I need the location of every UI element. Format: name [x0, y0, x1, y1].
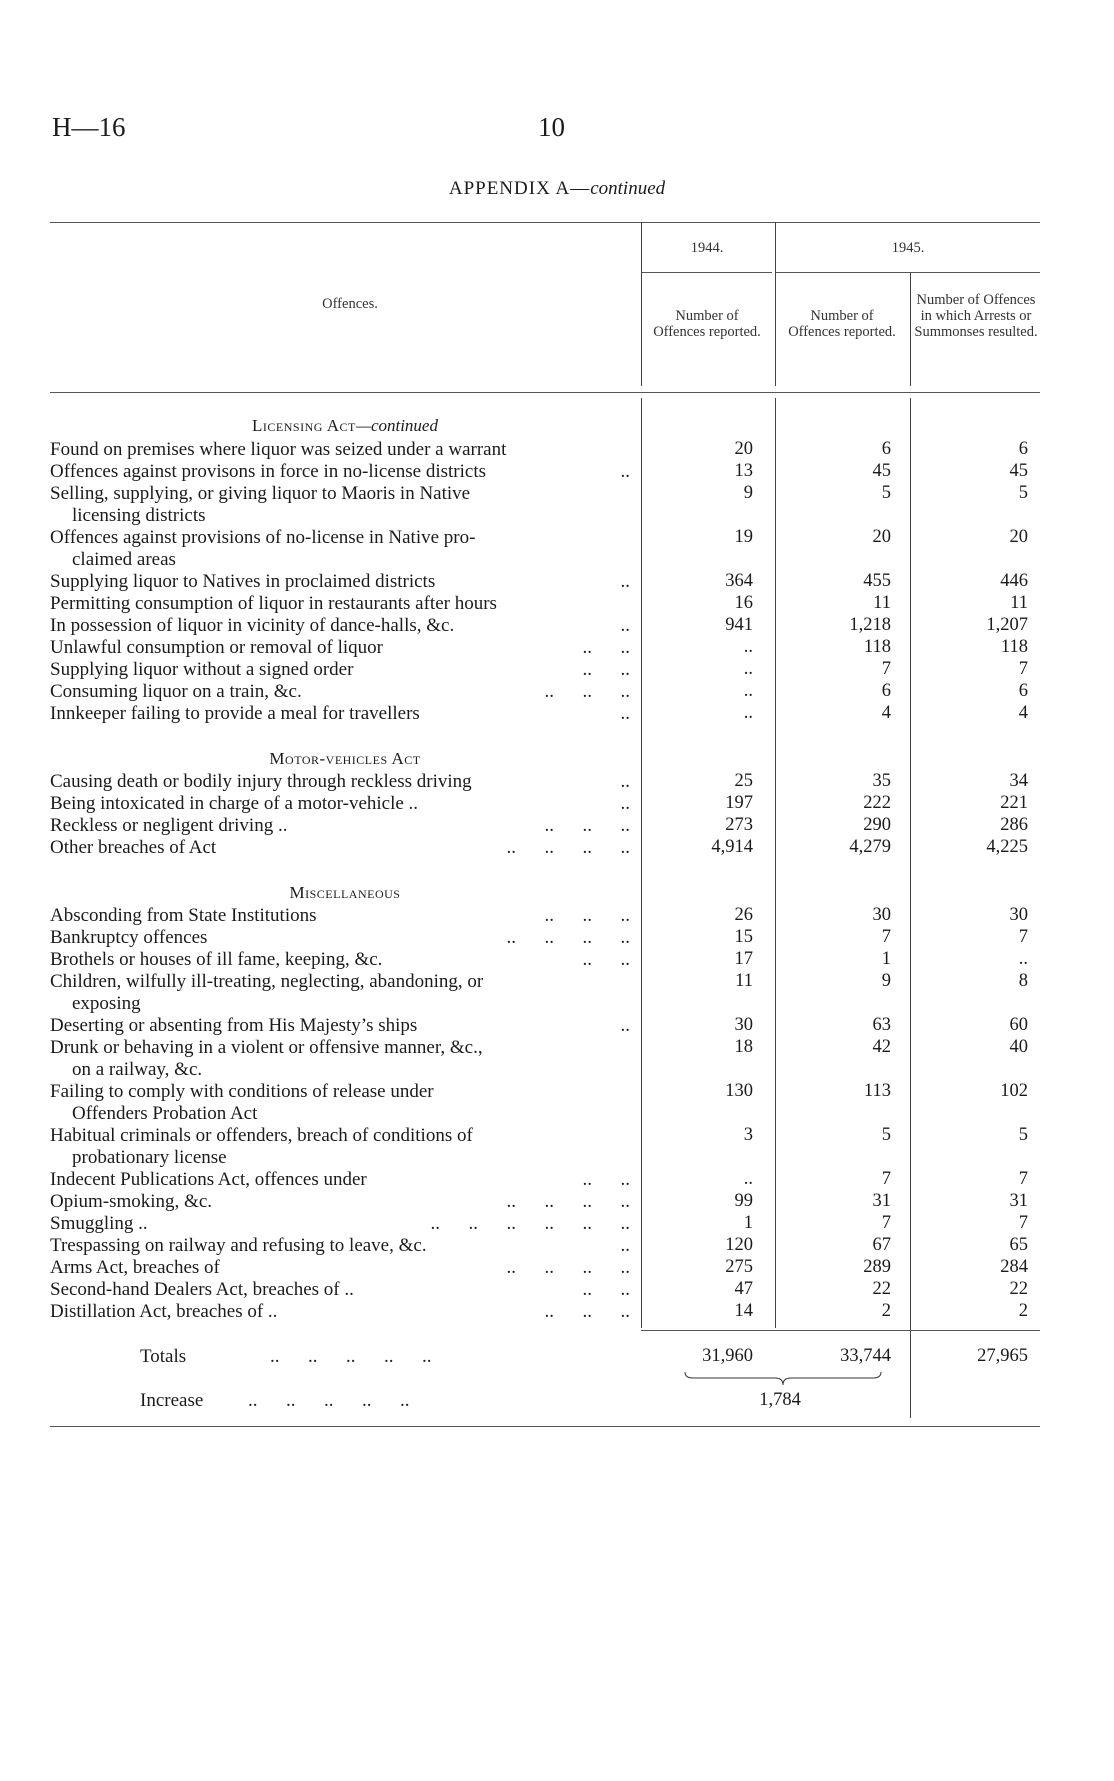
row-text-continued: Offenders Probation Act [72, 1103, 258, 1124]
row-text: Being intoxicated in charge of a motor-vehicle .. [50, 793, 419, 814]
totals-leader-dots: .. .. .. .. .. [270, 1346, 432, 1367]
row-text: Habitual criminals or offenders, breach of conditions of [50, 1125, 473, 1146]
row-1944-reported: 16 [734, 593, 753, 613]
table-row-label [50, 1235, 630, 1257]
row-1944-reported: 130 [725, 1081, 753, 1101]
leader-dots: .. .. [582, 949, 630, 970]
row-1945-arrests: 11 [1010, 593, 1028, 613]
leader-dots: .. [620, 571, 630, 592]
table-row-label [50, 949, 630, 971]
row-1945-arrests: 6 [1018, 681, 1028, 701]
row-text: Distillation Act, breaches of .. [50, 1301, 278, 1322]
table-row-label [50, 905, 630, 927]
table-top-rule [50, 222, 1040, 223]
table-row-label [50, 1125, 630, 1169]
leader-dots: .. .. [582, 1279, 630, 1300]
row-text: Absconding from State Institutions [50, 905, 317, 926]
row-1945-arrests: 4 [1018, 703, 1028, 723]
row-1945-reported: 5 [881, 1125, 891, 1145]
table-row-label [50, 1169, 630, 1191]
row-1945-arrests: 7 [1018, 1169, 1028, 1189]
row-1945-reported: 7 [881, 1169, 891, 1189]
row-1945-reported: 42 [872, 1037, 891, 1057]
leader-dots: .. .. [582, 1169, 630, 1190]
row-text: Causing death or bodily injury through reckless driving [50, 771, 472, 792]
offences-column-header: Offences. [322, 296, 378, 312]
table-row-label [50, 571, 630, 593]
row-1945-arrests: 2 [1018, 1301, 1028, 1321]
table-row-label [50, 681, 630, 703]
table-row-label [50, 703, 630, 725]
leader-dots: .. .. .. .. [506, 1257, 630, 1278]
row-1944-reported: 17 [734, 949, 753, 969]
table-row-label [50, 483, 630, 527]
total-1945-arrests: 27,965 [977, 1346, 1028, 1366]
year-divider-1945 [776, 272, 1040, 273]
leader-dots: .. .. [582, 659, 630, 680]
document-code: H—16 [52, 112, 126, 142]
leader-dots: .. [620, 1235, 630, 1256]
row-1945-arrests: 446 [1000, 571, 1028, 591]
row-text: Reckless or negligent driving .. [50, 815, 288, 836]
leader-dots: .. .. .. [544, 681, 630, 702]
table-bottom-rule [50, 1426, 1040, 1427]
leader-dots: .. [620, 1015, 630, 1036]
row-1944-reported: 11 [735, 971, 753, 991]
row-1945-arrests: 60 [1009, 1015, 1028, 1035]
row-text: Innkeeper failing to provide a meal for travellers [50, 703, 420, 724]
table-row-label [50, 815, 630, 837]
table-row-label [50, 439, 630, 461]
row-1944-reported: 9 [743, 483, 753, 503]
table-row-label [50, 1213, 630, 1235]
row-1944-reported: 275 [725, 1257, 753, 1277]
row-1945-reported: 20 [872, 527, 891, 547]
row-1945-reported: 290 [863, 815, 891, 835]
row-text-continued: licensing districts [72, 505, 206, 526]
row-1944-reported: 3 [743, 1125, 753, 1145]
row-1944-reported: 26 [734, 905, 753, 925]
increase-value: 1,784 [759, 1390, 801, 1410]
increase-label: Increase [140, 1390, 204, 1411]
leader-dots: .. .. [582, 637, 630, 658]
row-1945-arrests: 31 [1009, 1191, 1028, 1211]
leader-dots: .. .. .. .. .. .. [430, 1213, 630, 1234]
header-vline-3 [910, 272, 911, 386]
row-1945-arrests: 286 [1000, 815, 1028, 835]
row-1945-arrests: 7 [1018, 1213, 1028, 1233]
row-1945-arrests: 20 [1009, 527, 1028, 547]
row-1944-reported: 1 [743, 1213, 753, 1233]
row-1944-reported: 18 [734, 1037, 753, 1057]
row-1945-reported: 35 [872, 771, 891, 791]
row-1944-reported: .. [743, 681, 753, 701]
row-1945-reported: 7 [881, 659, 891, 679]
row-text: Indecent Publications Act, offences under [50, 1169, 367, 1190]
leader-dots: .. .. .. .. [506, 1191, 630, 1212]
leader-dots: .. [620, 793, 630, 814]
table-row-label [50, 593, 630, 615]
row-text: Arms Act, breaches of [50, 1257, 220, 1278]
leader-dots: .. [620, 615, 630, 636]
appendix-title [0, 178, 1114, 200]
section-title-licensing-text: Licensing Act [252, 416, 356, 435]
row-1945-reported: 1 [881, 949, 891, 969]
year-divider-1944 [642, 272, 772, 273]
row-text: Brothels or houses of ill fame, keeping, &c. [50, 949, 383, 970]
row-1945-reported: 5 [881, 483, 891, 503]
row-text: Found on premises where liquor was seized under a warrant [50, 439, 507, 460]
table-row-label [50, 615, 630, 637]
row-1945-reported: 4 [881, 703, 891, 723]
row-1944-reported: 197 [725, 793, 753, 813]
row-1945-reported: 289 [863, 1257, 891, 1277]
row-1945-arrests: 6 [1018, 439, 1028, 459]
table-row-label [50, 637, 630, 659]
leader-dots: .. [620, 703, 630, 724]
row-1945-arrests: 45 [1009, 461, 1028, 481]
appendix-title-main: APPENDIX A [448, 178, 571, 199]
row-1945-arrests: 65 [1009, 1235, 1028, 1255]
leader-dots: .. .. .. .. [506, 927, 630, 948]
row-1945-reported: 6 [881, 681, 891, 701]
row-1944-reported: .. [743, 703, 753, 723]
section-title-licensing [50, 416, 640, 436]
row-1944-reported: 19 [734, 527, 753, 547]
row-1945-arrests: 4,225 [986, 837, 1028, 857]
row-1945-reported: 11 [873, 593, 891, 613]
section-title-miscellaneous [50, 883, 640, 903]
table-row-label [50, 1037, 630, 1081]
row-1945-reported: 222 [863, 793, 891, 813]
leader-dots: .. .. .. [544, 815, 630, 836]
page-number: 10 [538, 112, 565, 142]
row-1945-reported: 67 [872, 1235, 891, 1255]
row-1944-reported: 273 [725, 815, 753, 835]
leader-dots: .. [620, 461, 630, 482]
row-1944-reported: 13 [734, 461, 753, 481]
appendix-title-continued: continued [590, 178, 666, 199]
row-text: Smuggling .. [50, 1213, 148, 1234]
row-text: Selling, supplying, or giving liquor to Maoris in Native [50, 483, 471, 504]
row-1945-reported: 113 [863, 1081, 891, 1101]
row-text: Children, wilfully ill-treating, neglecting, abandoning, or [50, 971, 484, 992]
row-1944-reported: 99 [734, 1191, 753, 1211]
row-text: Supplying liquor without a signed order [50, 659, 354, 680]
row-1945-reported: 30 [872, 905, 891, 925]
total-1945-reported: 33,744 [840, 1346, 891, 1366]
table-row-label [50, 1015, 630, 1037]
row-1945-reported: 7 [881, 1213, 891, 1233]
row-1945-arrests: 7 [1018, 659, 1028, 679]
increase-brace [683, 1370, 883, 1388]
row-1944-reported: 25 [734, 771, 753, 791]
row-1945-arrests: 5 [1018, 1125, 1028, 1145]
row-1944-reported: .. [743, 637, 753, 657]
row-1945-arrests: 1,207 [986, 615, 1028, 635]
row-1945-arrests: 102 [1000, 1081, 1028, 1101]
section-title-licensing-suffix: —continued [355, 416, 438, 435]
appendix-title-dash: — [570, 178, 591, 199]
row-text: Offences against provisions of no-license in Native pro- [50, 527, 476, 548]
year-1944-header: 1944. [690, 240, 724, 256]
col2-header: Number of Offences reported. [788, 308, 896, 340]
row-1945-reported: 455 [863, 571, 891, 591]
year-1945-header: 1945. [891, 240, 925, 256]
row-text-continued: claimed areas [72, 549, 176, 570]
table-row-label [50, 1301, 630, 1323]
row-1945-reported: 63 [872, 1015, 891, 1035]
leader-dots: .. [620, 771, 630, 792]
row-text: Consuming liquor on a train, &c. [50, 681, 302, 702]
row-text: Bankruptcy offences [50, 927, 208, 948]
section-title-motor-vehicles-text: Motor-vehicles Act [269, 749, 421, 768]
row-text: Drunk or behaving in a violent or offensive manner, &c., [50, 1037, 483, 1058]
row-text: In possession of liquor in vicinity of dance-halls, &c. [50, 615, 455, 636]
row-1945-arrests: 221 [1000, 793, 1028, 813]
row-1944-reported: 47 [734, 1279, 753, 1299]
table-row-label [50, 1257, 630, 1279]
row-1944-reported: 20 [734, 439, 753, 459]
table-row-label [50, 461, 630, 483]
row-1945-reported: 118 [863, 637, 891, 657]
table-row-label [50, 927, 630, 949]
row-text: Other breaches of Act [50, 837, 217, 858]
row-1944-reported: 364 [725, 571, 753, 591]
row-1945-arrests: 8 [1018, 971, 1028, 991]
table-row-label [50, 1081, 630, 1125]
row-1945-reported: 9 [881, 971, 891, 991]
leader-dots: .. .. .. .. [506, 837, 630, 858]
increase-leader-dots: .. .. .. .. .. [248, 1390, 410, 1411]
row-text: Opium-smoking, &c. [50, 1191, 213, 1212]
row-1945-reported: 1,218 [849, 615, 891, 635]
totals-label: Totals [140, 1346, 187, 1367]
col3-header: Number of Offences in which Arrests or Summonses resulted. [914, 292, 1038, 340]
row-1944-reported: 14 [734, 1301, 753, 1321]
row-1945-arrests: 34 [1009, 771, 1028, 791]
row-1945-arrests: .. [1018, 949, 1028, 969]
row-1945-arrests: 30 [1009, 905, 1028, 925]
row-1944-reported: 30 [734, 1015, 753, 1035]
row-1945-arrests: 118 [1000, 637, 1028, 657]
row-1945-reported: 45 [872, 461, 891, 481]
row-text-continued: on a railway, &c. [72, 1059, 203, 1080]
row-1944-reported: 15 [734, 927, 753, 947]
section-title-motor-vehicles [50, 749, 640, 769]
col1-header: Number of Offences reported. [653, 308, 761, 340]
table-row-label [50, 971, 630, 1015]
row-1945-arrests: 22 [1009, 1279, 1028, 1299]
row-1945-arrests: 284 [1000, 1257, 1028, 1277]
table-row-label [50, 771, 630, 793]
row-1945-arrests: 40 [1009, 1037, 1028, 1057]
row-1944-reported: .. [743, 659, 753, 679]
row-1944-reported: .. [743, 1169, 753, 1189]
section-title-miscellaneous-text: Miscellaneous [289, 883, 401, 902]
row-text: Supplying liquor to Natives in proclaimed districts [50, 571, 436, 592]
row-text: Trespassing on railway and refusing to leave, &c. [50, 1235, 427, 1256]
row-1944-reported: 4,914 [711, 837, 753, 857]
row-1945-arrests: 5 [1018, 483, 1028, 503]
row-text: Unlawful consumption or removal of liquor [50, 637, 383, 658]
row-text: Second-hand Dealers Act, breaches of .. [50, 1279, 354, 1300]
total-1944-reported: 31,960 [702, 1346, 753, 1366]
row-1945-reported: 7 [881, 927, 891, 947]
table-row-label [50, 1191, 630, 1213]
row-1945-reported: 2 [881, 1301, 891, 1321]
table-row-label [50, 837, 630, 859]
row-text: Permitting consumption of liquor in restaurants after hours [50, 593, 497, 614]
row-text-continued: exposing [72, 993, 141, 1014]
table-row-label [50, 527, 630, 571]
table-row-label [50, 659, 630, 681]
row-1945-reported: 6 [881, 439, 891, 459]
header-bottom-rule [50, 392, 1040, 393]
row-1944-reported: 120 [725, 1235, 753, 1255]
totals-rule [641, 1330, 1040, 1331]
row-1944-reported: 941 [725, 615, 753, 635]
table-row-label [50, 1279, 630, 1301]
row-1945-reported: 31 [872, 1191, 891, 1211]
row-text: Offences against provisons in force in no-license districts [50, 461, 487, 482]
table-row-label [50, 793, 630, 815]
leader-dots: .. .. .. [544, 905, 630, 926]
leader-dots: .. .. .. [544, 1301, 630, 1322]
row-1945-reported: 4,279 [849, 837, 891, 857]
row-text-continued: probationary license [72, 1147, 227, 1168]
row-text: Deserting or absenting from His Majesty’s ships [50, 1015, 418, 1036]
row-text: Failing to comply with conditions of release under [50, 1081, 434, 1102]
row-1945-arrests: 7 [1018, 927, 1028, 947]
row-1945-reported: 22 [872, 1279, 891, 1299]
